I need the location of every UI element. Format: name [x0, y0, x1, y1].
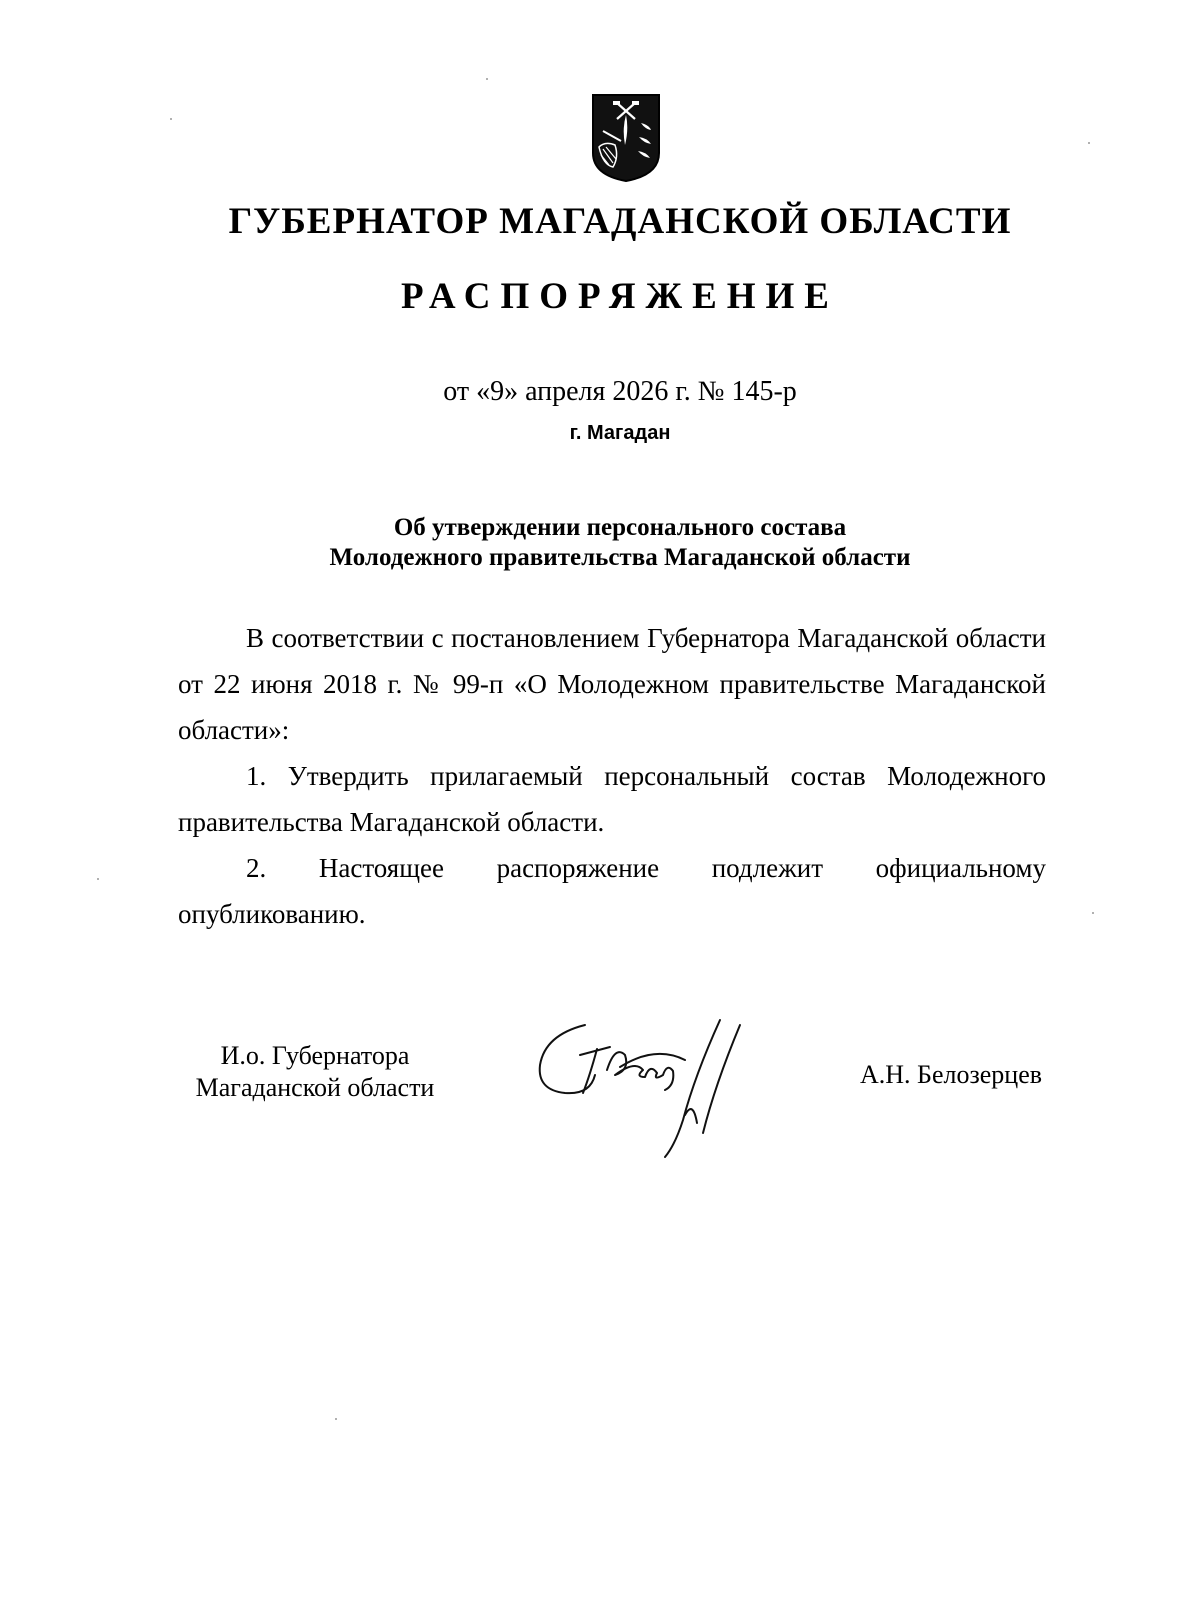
document-body [178, 615, 1046, 937]
document-date-number: от «9» апреля 2026 г. № 145-р [443, 376, 797, 407]
document-city: г. Магадан [569, 422, 671, 444]
scan-speck [486, 78, 488, 80]
document-type-heading: РАСПОРЯЖЕНИЕ [400, 276, 839, 317]
signatory-title [185, 1040, 445, 1104]
scan-speck [170, 118, 172, 120]
scan-speck [335, 1418, 337, 1420]
issuing-authority-heading: ГУБЕРНАТОР МАГАДАНСКОЙ ОБЛАСТИ [228, 201, 1012, 242]
body-paragraph-item-1: 1. Утвердить прилагаемый персональный состав Молодежного правительства Магаданской области. [178, 761, 1046, 837]
signer-name: А.Н. Белозерцев [860, 1060, 1043, 1089]
scan-speck [1088, 142, 1090, 144]
document-subject [0, 513, 1200, 573]
subject-line: Молодежного правительства Магаданской области [329, 544, 911, 571]
scan-speck [1092, 912, 1094, 914]
subject-line: Об утверждении персонального состава [393, 514, 847, 541]
signatory-title-line: И.о. Губернатора [220, 1041, 410, 1070]
scan-speck [97, 878, 99, 880]
emblem-icon [591, 93, 661, 183]
body-paragraph-preamble: В соответствии с постановлением Губернатора Магаданской области от 22 июня 2018 г. № 99-п «О Молодежном правительстве Магаданской области»: [178, 623, 1046, 745]
handwritten-signature [535, 1015, 765, 1165]
body-paragraph-item-2: 2. Настоящее распоряжение подлежит официальному опубликованию. [178, 853, 1046, 929]
signatory-title-line: Магаданской области [195, 1073, 435, 1102]
